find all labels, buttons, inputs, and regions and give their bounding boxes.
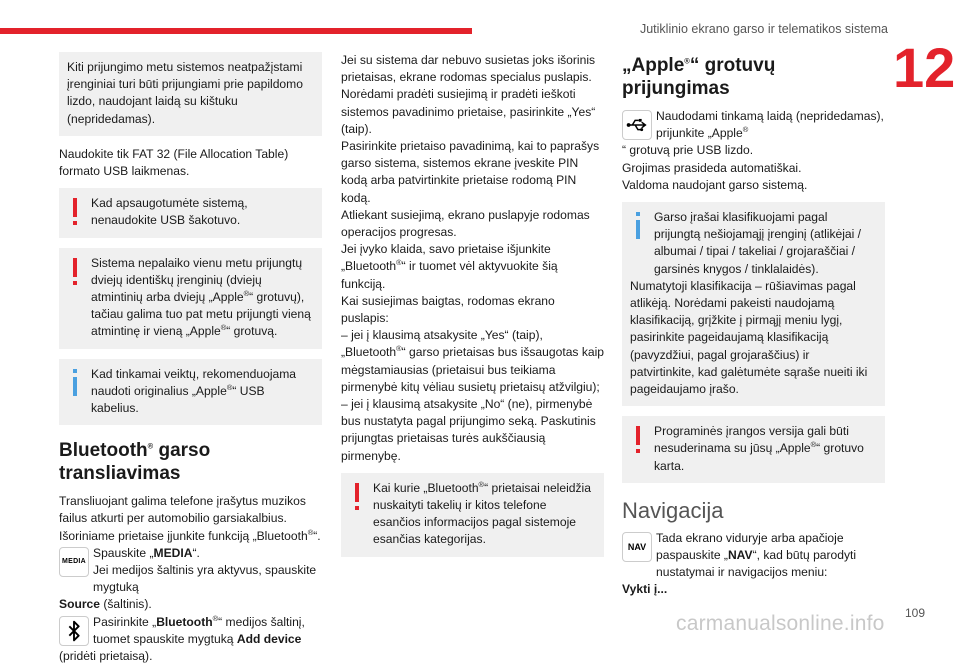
nav-text: Tada ekrano viduryje arba apačioje paspauskite „NAV“, kad būtų parodyti nustatymai ir navigacijos meniu: [656,530,857,580]
step-text-source-cont: Source (šaltinis). [59,597,152,612]
paragraph-pin: Pasirinkite prietaiso pavadinimą, kai to paprašys garso sistema, sistemos ekrane įveskite PIN kodą arba patvirtinkite prietaise rodomą PIN kodą. [341,139,600,205]
note-box [59,52,322,136]
column-2 [341,52,604,567]
info-box-classification [622,202,885,406]
warning-box-usb-hub [59,188,322,237]
info-box-apple-cables [59,359,322,426]
page-number: 109 [905,606,926,620]
usb-control: Valdoma naudojant garso sistemą. [622,177,808,192]
watermark: carmanualsonline.info [676,612,885,635]
step-usb [622,108,885,142]
section-heading-navigation: Navigacija [622,497,724,523]
usb-icon [622,110,652,140]
usb-text-cont: “ grotuvą prie USB lizdo. [622,143,754,158]
info-text: Kad tinkamai veiktų, rekomenduojama naudoti originalius „Apple®“ USB kabelius. [91,366,297,416]
section-heading-bluetooth: Bluetooth® garso transliavimas [59,440,211,485]
warning-icon [631,425,645,455]
paragraph-pairing-start: Jei su sistema dar nebuvo susietas joks išorinis prietaisas, ekrane rodomas specialus puslapis. Norėdami pradėti susiejimą ir pradėti ieškoti sistemos pavadinimo prietaise, pasirinkite „Yes“ (taip). [341,53,596,136]
usb-autoplay: Grojimas prasideda automatiškai. [622,160,802,175]
info-text-default: Numatytoji klasifikacija – rūšiavimas pagal atlikėją. Norėdami pakeisti naudojamą klasifikaciją, grįžkite į pirmąjį meniu lygį, pasirinkite pageidaujamą klasifikaciją (pavyzdžiui, pagal grojaraščius) ir patvirtinkite, kad galėtumėte sąraše nueiti iki pageidaujamo įrašo. [630,278,868,397]
warning-icon [68,257,82,287]
paragraph-complete: Kai susiejimas baigtas, rodomas ekrano puslapis: [341,293,555,326]
paragraph-fat32: Naudokite tik FAT 32 (File Allocation Table) formato USB laikmenas. [59,146,289,179]
chapter-number: 12 [893,36,956,99]
step-text: Pasirinkite „Bluetooth®“ medijos šaltinį, tuomet spauskite mygtuką Add device [93,613,305,646]
column-3 [622,52,885,599]
step-text-add-device: (pridėti prietaisą). [59,649,153,664]
warning-text: Sistema nepalaiko vienu metu prijungtų dviejų identiškų įrenginių (dviejų atmintinių arba dviejų „Apple®“ grotuvų), tačiau galima tuo pat metu prijungti vieną atmintinę ir vieną „Apple®“ grotuvą. [91,255,311,339]
warning-text: Kad apsaugotumėte sistemą, nenaudokite USB šakotuvo. [91,196,248,228]
paragraph-progress: Atliekant susiejimą, ekrano puslapyje rodomas operacijos progresas. [341,207,590,240]
running-header: Jutiklinio ekrano garso ir telematikos sistema [639,22,888,36]
step-media [59,545,322,566]
step-nav [622,530,885,582]
warning-box-bluetooth-devices [341,473,604,557]
bullet-yes: – jei į klausimą atsakysite „Yes“ (taip), „Bluetooth®“ garso prietaisas bus išsaugotas kaip mėgstamiausias (prietaisui bus teikiama pirmenybė kitų vėliau susietų prietaisų atžvilgiu); [341,328,605,394]
warning-box-software [622,416,885,483]
header-accent-bar [0,28,472,34]
nav-goto: Vykti į... [622,582,668,597]
note-text: Kiti prijungimo metu sistemos neatpažįstami įrenginiai turi būti prijungiami prie papildomo lizdo, naudojant laidą su kištuku (nepridedamas). [67,60,303,126]
step-text: Spauskite „MEDIA“. [93,545,200,560]
info-text: Garso įrašai klasifikuojami pagal prijungtą nešiojamąjį įrenginį (atlikėjai / albumai / tipai / takeliai / grojaraščiai / garsinės knygos / tinklalaidės). [654,210,862,276]
bullet-no: – jei į klausimą atsakysite „No“ (ne), pirmenybė bus nustatyta pagal prijungimo seką. Paskutinis prijungtas prietaisas turės aukščiausią pirmenybę. [341,397,596,463]
warning-icon [68,197,82,227]
column-1 [59,52,322,665]
step-bluetooth [59,614,322,648]
info-icon [631,211,645,241]
warning-icon [350,482,364,512]
warning-box-identical-devices [59,248,322,349]
step-text-source: Jei medijos šaltinis yra aktyvus, spauskite mygtuką [93,563,317,595]
nav-button-icon: NAV [622,532,652,562]
media-button-icon: MEDIA [59,547,89,577]
usb-text: Naudodami tinkamą laidą (nepridedamas), prijunkite „Apple® [656,109,884,141]
paragraph-bluetooth-intro: Transliuojant galima telefone įrašytus muzikos failus atkurti per automobilio garsiakalbius. Išoriniame prietaise įjunkite funkciją „Bluetooth®“. [59,494,321,543]
bluetooth-icon [59,616,89,646]
warning-text: Kai kurie „Bluetooth®“ prietaisai neleidžia nuskaityti takelių ir kitos telefone esančios informacijos pagal sistemoje esančias kategorijas. [373,479,591,547]
warning-text: Programinės įrangos versija gali būti nesuderinama su jūsų „Apple®“ grotuvo karta. [654,424,864,473]
paragraph-error: Jei įvyko klaida, savo prietaise išjunkite „Bluetooth®“ ir tuomet vėl aktyvuokite šią funkciją. [341,242,558,291]
info-icon [68,368,82,398]
section-heading-apple: „Apple®“ grotuvų prijungimas [622,55,776,99]
